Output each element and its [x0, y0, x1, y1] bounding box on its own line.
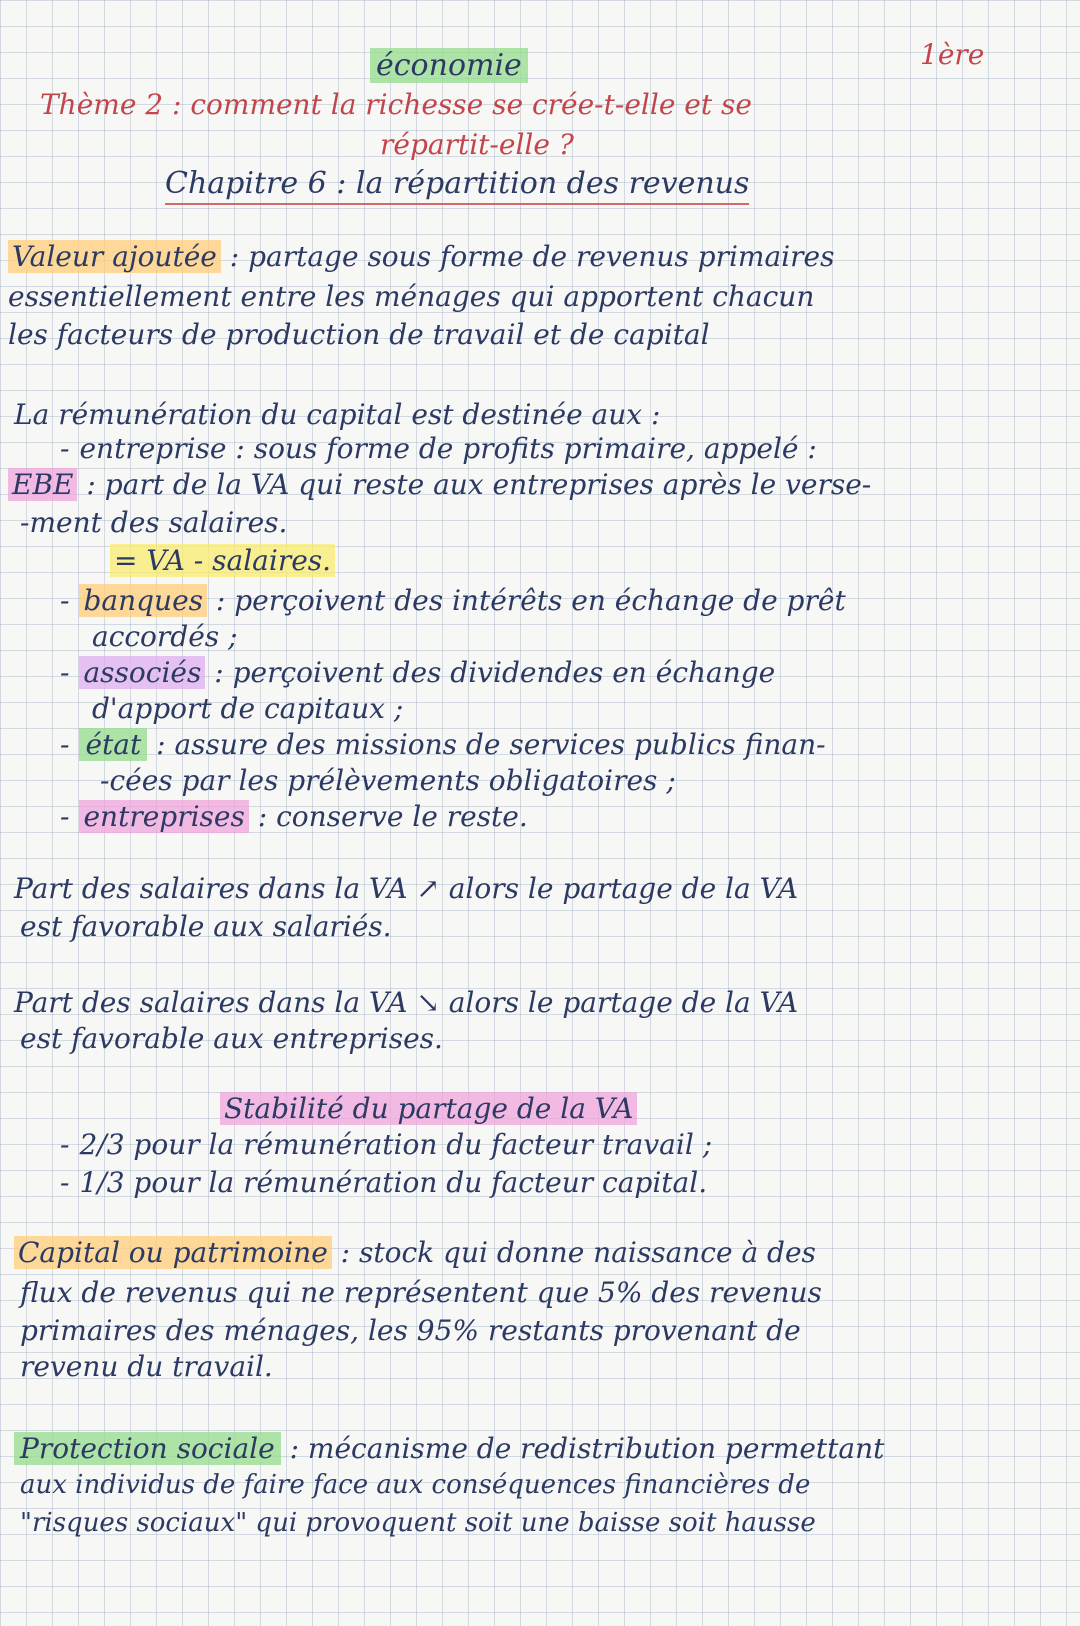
patrimoine-line-2: flux de revenus qui ne représentent que 5% des revenus [20, 1276, 822, 1309]
stability-item-1: - 2/3 pour la rémunération du facteur travail ; [60, 1128, 713, 1161]
subject-title [370, 48, 528, 83]
associes-line-1: - associés : perçoivent des dividendes en échange [60, 656, 776, 689]
etat-line-2: -cées par les prélèvements obligatoires ; [100, 764, 676, 797]
salary-down-line-2: est favorable aux entreprises. [20, 1022, 443, 1055]
subject-highlight: économie [370, 48, 528, 83]
ebe-formula [110, 544, 335, 577]
entreprise-text: entreprise : sous forme de profits primaire, appelé : [79, 432, 817, 465]
ebe-term: EBE [8, 468, 77, 501]
capital-intro: La rémunération du capital est destinée aux : [14, 398, 661, 431]
theme-line-2: répartit-elle ? [380, 128, 574, 161]
chapter-title [165, 166, 749, 201]
banques-term: banques [79, 584, 207, 617]
protection-line-2: aux individus de faire face aux conséquences financières de [20, 1470, 811, 1500]
stability-title [220, 1092, 637, 1125]
banques-line-2: accordés ; [92, 620, 238, 653]
salary-down-line-1: Part des salaires dans la VA ↘ alors le partage de la VA [14, 986, 799, 1019]
etat-def: : assure des missions de services publics finan- [156, 728, 826, 761]
protection-line-1 [14, 1432, 884, 1465]
entreprises-def: : conserve le reste. [257, 800, 528, 833]
va-line-3: les facteurs de production de travail et de capital [8, 318, 710, 351]
stability-item-1-text: 2/3 pour la rémunération du facteur travail ; [79, 1128, 713, 1161]
salary-up-line-2: est favorable aux salariés. [20, 910, 392, 943]
associes-term: associés [79, 656, 205, 689]
patrimoine-term: Capital ou patrimoine [14, 1236, 332, 1269]
entreprises-term: entreprises [79, 800, 248, 833]
banques-def: : perçoivent des intérêts en échange de prêt [215, 584, 846, 617]
va-line-2: essentiellement entre les ménages qui apportent chacun [8, 280, 815, 313]
ebe-line-2: -ment des salaires. [20, 506, 288, 539]
ebe-line-1 [8, 468, 871, 501]
entreprise-line: - entreprise : sous forme de profits primaire, appelé : [60, 432, 817, 465]
protection-line-3: "risques sociaux" qui provoquent soit une baisse soit hausse [20, 1508, 816, 1538]
formula-text: = VA - salaires. [110, 544, 335, 577]
associes-line-2: d'apport de capitaux ; [92, 692, 404, 725]
patrimoine-line-3: primaires des ménages, les 95% restants provenant de [20, 1314, 801, 1347]
etat-line-1: - état : assure des missions de services publics finan- [60, 728, 826, 761]
protection-term: Protection sociale [14, 1432, 281, 1465]
patrimoine-line-4: revenu du travail. [20, 1350, 273, 1383]
ebe-def-1: : part de la VA qui reste aux entreprises après le verse- [86, 468, 872, 501]
theme-line-1: Thème 2 : comment la richesse se crée-t-elle et se [40, 88, 752, 121]
chapter-text: Chapitre 6 : la répartition des revenus [165, 166, 749, 205]
stability-title-text: Stabilité du partage de la VA [220, 1092, 637, 1125]
stability-item-2: - 1/3 pour la rémunération du facteur capital. [60, 1166, 708, 1199]
entreprises-line: - entreprises : conserve le reste. [60, 800, 528, 833]
etat-term: état [79, 728, 147, 761]
salary-up-line-1: Part des salaires dans la VA ↗ alors le partage de la VA [14, 872, 799, 905]
grade-label: 1ère [920, 38, 985, 71]
va-term: Valeur ajoutée [8, 240, 221, 273]
va-def-1: : partage sous forme de revenus primaires [229, 240, 835, 273]
patrimoine-def-1: : stock qui donne naissance à des [340, 1236, 816, 1269]
banques-line-1: - banques : perçoivent des intérêts en échange de prêt [60, 584, 846, 617]
patrimoine-line-1 [14, 1236, 816, 1269]
protection-def-1: : mécanisme de redistribution permettant [289, 1432, 885, 1465]
stability-item-2-text: 1/3 pour la rémunération du facteur capital. [79, 1166, 708, 1199]
va-line-1 [8, 240, 834, 273]
associes-def: : perçoivent des dividendes en échange [214, 656, 776, 689]
